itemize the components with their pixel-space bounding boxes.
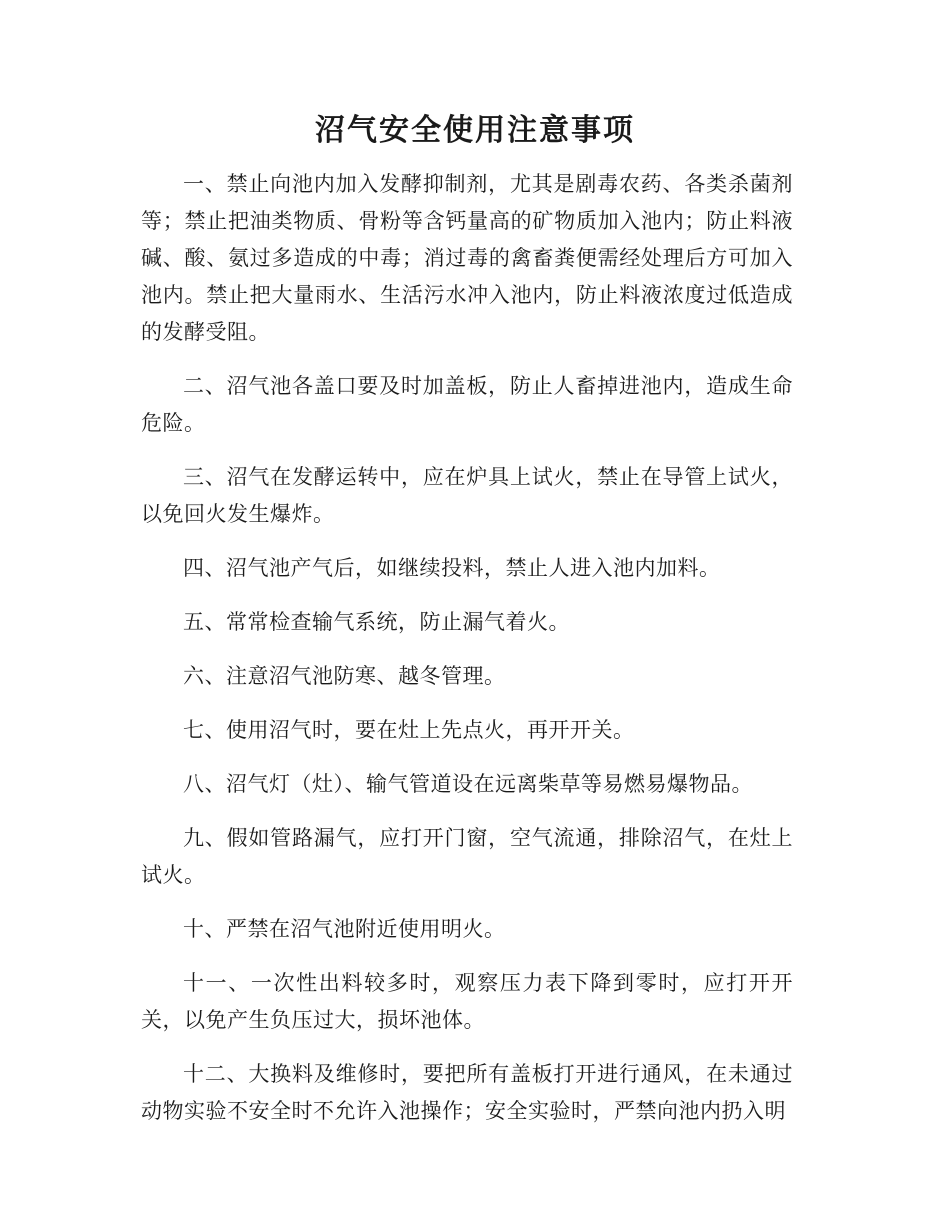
paragraph-2: 二、沼气池各盖口要及时加盖板，防止人畜掉进池内，造成生命危险。	[141, 374, 793, 435]
paragraph-10: 十、严禁在沼气池附近使用明火。	[183, 917, 506, 941]
document-body	[141, 166, 793, 1147]
paragraph-7: 七、使用沼气时，要在灶上先点火，再开开关。	[183, 718, 635, 742]
document-title: 沼气安全使用注意事项	[315, 113, 635, 148]
paragraph-8: 八、沼气灯（灶）、输气管道设在远离柴草等易燃易爆物品。	[183, 772, 753, 796]
paragraph-5: 五、常常检查输气系统，防止漏气着火。	[183, 610, 570, 634]
paragraph-1: 一、禁止向池内加入发酵抑制剂，尤其是剧毒农药、各类杀菌剂等；禁止把油类物质、骨粉等含钙量高的矿物质加入池内；防止料液碱、酸、氨过多造成的中毒；消过毒的禽畜粪便需经处理后方可加入池内。禁止把大量雨水、生活污水冲入池内，防止料液浓度过低造成的发酵受阻。	[141, 172, 793, 344]
paragraph-11: 十一、一次性出料较多时，观察压力表下降到零时，应打开开关，以免产生负压过大，损坏池体。	[141, 971, 793, 1032]
paragraph-4: 四、沼气池产气后，如继续投料，禁止人进入池内加料。	[183, 556, 721, 580]
paragraph-3: 三、沼气在发酵运转中，应在炉具上试火，禁止在导管上试火，以免回火发生爆炸。	[141, 465, 793, 526]
paragraph-9: 九、假如管路漏气，应打开门窗，空气流通，排除沼气，在灶上试火。	[141, 826, 793, 887]
paragraph-6: 六、注意沼气池防寒、越冬管理。	[183, 664, 506, 688]
paragraph-12: 十二、大换料及维修时，要把所有盖板打开进行通风，在未通过动物实验不安全时不允许入池操作；安全实验时，严禁向池内扔入明	[141, 1062, 793, 1123]
